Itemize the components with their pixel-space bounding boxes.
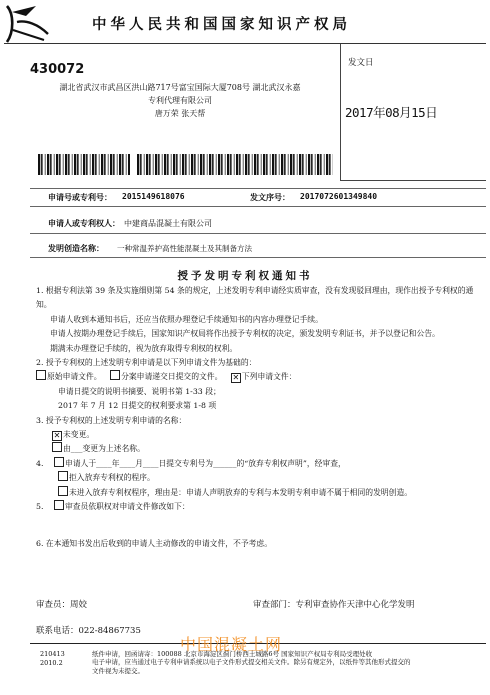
- examiner-amend-checkbox[interactable]: [54, 500, 64, 510]
- barcode-bar: [263, 154, 265, 175]
- barcode-bar: [212, 154, 214, 175]
- barcode-bar: [45, 154, 46, 175]
- barcode-bar: [171, 154, 172, 175]
- barcode-bar: [236, 154, 238, 175]
- header-divider: [4, 43, 486, 44]
- examiner-name: 审查员：周姣: [36, 600, 88, 610]
- paragraph-1d: 期满未办理登记手续的，视为放弃取得专利权的权利。: [50, 343, 238, 353]
- barcode-bar: [239, 154, 241, 175]
- barcode-bar: [194, 154, 196, 175]
- barcode-bar: [68, 154, 70, 175]
- barcode-bar: [248, 154, 250, 175]
- basis-options: [36, 370, 482, 384]
- name-unchanged-label: 未变更。: [63, 430, 95, 440]
- barcode-bar: [128, 154, 130, 175]
- paragraph-2: 2. 授予专利权的上述发明专利申请是以下列申请文件为基础的：: [36, 358, 257, 368]
- doc-serial-label: 发文序号：: [250, 192, 290, 202]
- divider: [30, 206, 486, 207]
- barcode-bar: [290, 154, 292, 175]
- barcode-bar: [198, 154, 199, 175]
- divisional-files-checkbox[interactable]: [110, 370, 120, 380]
- invention-label: 发明创造名称：: [48, 243, 104, 253]
- barcode-bar: [119, 154, 121, 175]
- barcode-bar: [63, 154, 64, 175]
- barcode-bar: [266, 154, 268, 175]
- form-code-1: 210413: [40, 650, 65, 658]
- barcode-bar: [83, 154, 85, 175]
- divider: [30, 257, 486, 258]
- barcode-bar: [117, 154, 118, 175]
- barcode-bar: [54, 154, 55, 175]
- waiver-enter-row: [36, 471, 482, 485]
- basis-detail-1: 申请日提交的说明书摘要、说明书第 1-33 段；: [58, 386, 221, 396]
- barcode-bar: [185, 154, 187, 175]
- barcode-bar: [38, 154, 40, 175]
- name-changed-label: 由___变更为上述名称。: [63, 444, 145, 454]
- barcode-bar: [306, 154, 307, 175]
- barcode-bar: [50, 154, 52, 175]
- divider: [30, 233, 486, 234]
- office-title: 中华人民共和国国家知识产权局: [92, 17, 351, 33]
- barcode-bar: [110, 154, 112, 175]
- barcode-bar: [227, 154, 229, 175]
- barcode-bar: [162, 154, 163, 175]
- send-date-value: 2017年08月15日: [345, 105, 438, 120]
- app-no-label: 申请号或专利号：: [48, 192, 112, 202]
- following-files-label: 下列申请文件：: [241, 372, 297, 382]
- divider: [30, 188, 486, 189]
- barcode-bar: [95, 154, 97, 175]
- barcode-left: [38, 154, 130, 175]
- barcode-bar: [245, 154, 247, 175]
- barcode-bar: [200, 154, 202, 175]
- original-files-label: 原始申请文件。: [47, 372, 102, 382]
- address-line-1: 湖北省武汉市武昌区洪山路717号富宝国际大厦708号 湖北武汉永嘉: [59, 83, 301, 92]
- barcode-bar: [72, 154, 73, 175]
- barcode-bar: [164, 154, 166, 175]
- barcode-right: [137, 154, 333, 175]
- barcode-bar: [326, 154, 328, 175]
- app-no-value: 2015149618076: [122, 192, 185, 201]
- barcode-bar: [101, 154, 103, 175]
- barcode-bar: [180, 154, 181, 175]
- barcode-bar: [207, 154, 208, 175]
- name-unchanged-checkbox[interactable]: ✕: [53, 431, 61, 441]
- barcode-bar: [317, 154, 319, 175]
- barcode-bar: [254, 154, 256, 175]
- basis-detail-2: 2017 年 7 月 12 日提交的权利要求第 1-8 项: [58, 401, 217, 411]
- barcode-bar: [176, 154, 178, 175]
- barcode-bar: [243, 154, 244, 175]
- waiver-checkbox[interactable]: [54, 457, 64, 467]
- barcode-bar: [122, 154, 124, 175]
- barcode-bar: [158, 154, 160, 175]
- barcode-bar: [81, 154, 82, 175]
- waiver-enter-checkbox[interactable]: [58, 471, 68, 481]
- paragraph-5-number: 5.: [36, 502, 44, 512]
- following-files-checkbox[interactable]: ✕: [232, 373, 240, 383]
- postcode: 430072: [30, 62, 85, 77]
- barcode-bar: [261, 154, 262, 175]
- barcode-bar: [99, 154, 100, 175]
- barcode-bar: [221, 154, 223, 175]
- barcode-bar: [140, 154, 142, 175]
- barcode-bar: [86, 154, 88, 175]
- waiver-label: 申请人于____年____月____日提交专利号为______的“放弃专利权声明”，经审查，: [64, 458, 346, 468]
- form-code-2: 2010.2: [40, 659, 63, 667]
- barcode-bar: [230, 154, 232, 175]
- barcode-bar: [299, 154, 301, 175]
- barcode-bar: [144, 154, 145, 175]
- paragraph-1c: 申请人按期办理登记手续后，国家知识产权局将作出授予专利权的决定，颁发发明专利证书，并予以登记和公告。: [50, 329, 440, 339]
- waiver-enter-label: 拒入放弃专利权的程序。: [69, 473, 155, 483]
- barcode-bar: [108, 154, 109, 175]
- barcode-bar: [234, 154, 235, 175]
- barcode-bar: [77, 154, 79, 175]
- barcode-bar: [137, 154, 139, 175]
- notice-body: [36, 284, 482, 551]
- barcode-bar: [270, 154, 271, 175]
- paragraph-1: 1. 根据专利法第 39 条及实施细则第 54 条的规定，上述发明专利申请经实质审查，没有发现驳回理由，现作出授予专利权的通知。: [36, 286, 474, 310]
- paragraph-5-row: [36, 500, 482, 514]
- original-files-checkbox[interactable]: [36, 370, 46, 380]
- barcode-bar: [311, 154, 313, 175]
- waiver-not-enter-label: 未进入放弃专利权程序，理由是：申请人声明放弃的专利与本发明专利申请不属于相同的发明创造。: [69, 487, 413, 497]
- footer-notes: [92, 650, 486, 675]
- paragraph-1b: 申请人收到本通知书后，还应当依照办理登记手续通知书的内容办理登记手续。: [50, 314, 323, 324]
- barcode-bar: [293, 154, 295, 175]
- barcode-bar: [191, 154, 193, 175]
- applicant-value: 中建商品混凝土有限公司: [124, 219, 212, 228]
- send-date-label: 发文日: [348, 58, 374, 68]
- barcode-bar: [167, 154, 169, 175]
- paragraph-3: 3. 授予专利权的上述发明专利申请的名称：: [36, 415, 187, 425]
- barcode-bar: [302, 154, 304, 175]
- paragraph-6: 6. 在本通知书发出后收到的申请人主动修改的申请文件，不予考虑。: [36, 538, 273, 548]
- date-box-bottom: [340, 180, 486, 181]
- contact-phone: 联系电话：022-84867735: [36, 626, 141, 636]
- invention-value: 一种常温养护高性能混凝土及其制备方法: [117, 244, 252, 253]
- waiver-not-enter-checkbox[interactable]: [58, 486, 68, 496]
- barcode-bar: [155, 154, 157, 175]
- address-line-3: 唐万荣 张天帮: [154, 109, 206, 118]
- paragraph-4-number: 4.: [36, 458, 44, 468]
- barcode-bar: [275, 154, 277, 175]
- barcode-bar: [297, 154, 298, 175]
- barcode-bar: [146, 154, 148, 175]
- barcode-bar: [257, 154, 259, 175]
- cnipa-logo-icon: [4, 4, 54, 44]
- recipient-address: [30, 81, 330, 120]
- examination-dept: 审查部门：专利审查协作天津中心化学发明: [253, 600, 415, 610]
- barcode-bar: [218, 154, 220, 175]
- barcode-bar: [324, 154, 325, 175]
- barcode-bar: [225, 154, 226, 175]
- watermark: 中国混凝土网: [180, 635, 283, 654]
- barcode-bar: [203, 154, 205, 175]
- barcode-bar: [216, 154, 217, 175]
- footer-note-1: 纸件申请，回函请寄：100088 北京市海淀区蓟门桥西土城路6号 国家知识产权局专利局受理处收: [92, 650, 373, 658]
- barcode-bar: [47, 154, 49, 175]
- barcode-bar: [281, 154, 283, 175]
- barcode-bar: [113, 154, 115, 175]
- barcode-bar: [315, 154, 316, 175]
- address-line-2: 专利代理有限公司: [148, 96, 212, 105]
- barcode-bar: [149, 154, 151, 175]
- barcode-bar: [189, 154, 190, 175]
- barcode-bar: [182, 154, 184, 175]
- barcode-bar: [59, 154, 61, 175]
- notice-title: 授予发明专利权通知书: [177, 270, 313, 282]
- barcode-bar: [279, 154, 280, 175]
- barcode-bar: [329, 154, 331, 175]
- barcode-bar: [74, 154, 76, 175]
- barcode-bar: [104, 154, 106, 175]
- footer-note-2: 电子申请，应当通过电子专利申请系统以电子文件形式提交相关文件。除另有规定外，以纸件等其他形式提交的: [92, 658, 411, 667]
- barcode-bar: [56, 154, 58, 175]
- applicant-label: 申请人或专利权人：: [48, 218, 120, 228]
- name-changed-row: [36, 442, 482, 456]
- barcode-bar: [308, 154, 310, 175]
- barcode-bar: [92, 154, 94, 175]
- name-changed-checkbox[interactable]: [52, 442, 62, 452]
- waiver-not-enter-row: [36, 486, 482, 500]
- name-unchanged-row: [36, 428, 482, 442]
- barcode-bar: [288, 154, 289, 175]
- barcode-bar: [209, 154, 211, 175]
- paragraph-4-row: [36, 457, 482, 471]
- barcode-bar: [65, 154, 67, 175]
- footer-note-3: 文件视为未提交。: [92, 666, 144, 675]
- barcode-bar: [153, 154, 154, 175]
- divisional-files-label: 分案申请递交日提交的文件。: [121, 372, 223, 382]
- doc-serial-value: 2017072601349840: [300, 192, 378, 201]
- barcode-bar: [173, 154, 175, 175]
- barcode-bar: [252, 154, 253, 175]
- barcode-bar: [90, 154, 91, 175]
- barcode-bar: [41, 154, 43, 175]
- barcode-bar: [320, 154, 322, 175]
- barcode-bar: [126, 154, 127, 175]
- barcode-bar: [284, 154, 286, 175]
- barcode-bar: [272, 154, 274, 175]
- examiner-amend-label: 审查员依职权对申请文件修改如下：: [64, 502, 190, 512]
- date-box-border: [340, 44, 341, 181]
